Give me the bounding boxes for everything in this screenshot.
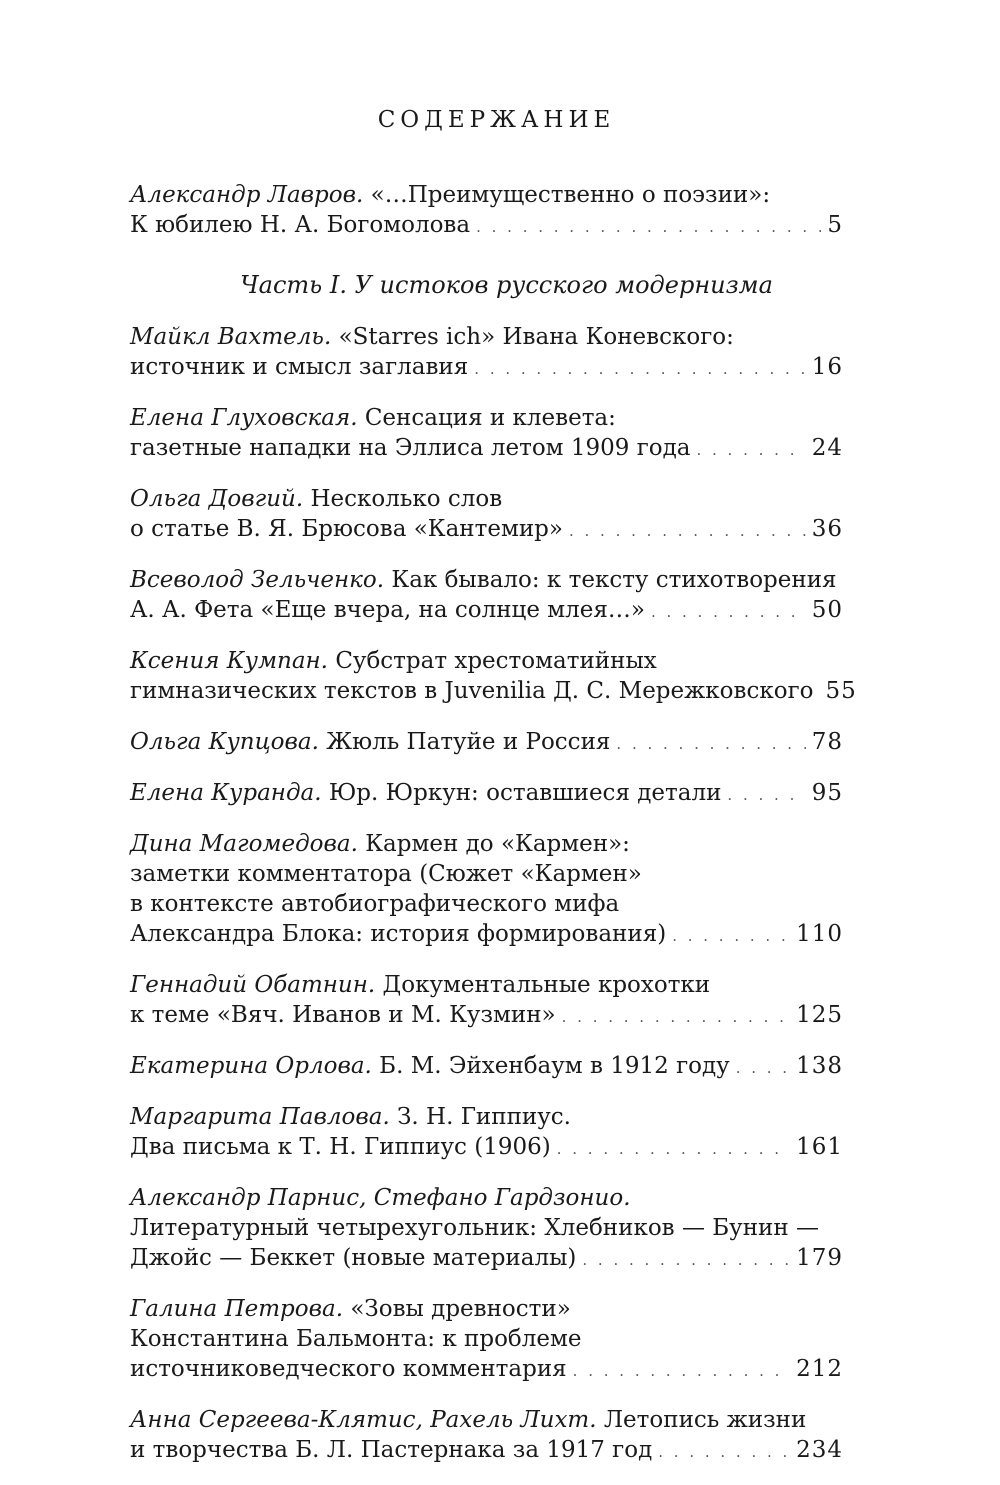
- dot-leader: [582, 1245, 790, 1275]
- entry-author: Елена Глуховская.: [130, 405, 358, 431]
- entry-title-wrap: [130, 1051, 730, 1081]
- dot-leader: [557, 1134, 790, 1164]
- page-number: 110: [796, 921, 843, 947]
- entry-title-line: «Зовы древности»: [350, 1296, 571, 1322]
- entry-last-line: [130, 919, 843, 951]
- entry-author: Екатерина Орлова.: [130, 1053, 372, 1079]
- page-title: СОДЕРЖАНИЕ: [377, 107, 616, 133]
- entry-title-wrap: [130, 778, 721, 808]
- entry-title-last: Юр. Юркун: оставшиеся детали: [328, 780, 722, 806]
- page-number: 24: [811, 435, 843, 461]
- entry-line: [130, 484, 843, 514]
- page-number: 55: [825, 678, 857, 704]
- page-number: 212: [796, 1356, 843, 1382]
- dot-leader: [727, 780, 805, 810]
- entry-title-last: к теме «Вяч. Иванов и М. Кузмин»: [130, 1002, 556, 1028]
- dot-leader: [569, 516, 806, 546]
- entry-title-last: К юбилею Н. А. Богомолова: [130, 212, 471, 238]
- entry-author: Александр Парнис, Стефано Гардзонио.: [130, 1185, 631, 1211]
- entry-line: [130, 1183, 843, 1213]
- toc-entry: [130, 565, 843, 627]
- entry-last-line: [130, 595, 843, 627]
- dot-leader: [651, 597, 806, 627]
- entry-title-last: Жюль Патуйе и Россия: [326, 729, 611, 755]
- page-number: 78: [811, 729, 843, 755]
- dot-leader: [672, 921, 790, 951]
- entry-line: [130, 889, 843, 919]
- entry-title-line: Летопись жизни: [603, 1407, 807, 1433]
- entry-last-line: [130, 676, 857, 708]
- toc-entries: [130, 322, 857, 1467]
- entry-title-line: Кармен до «Кармен»:: [365, 831, 630, 857]
- dot-leader: [736, 1053, 790, 1083]
- entry-title-line: заметки комментатора (Сюжет «Кармен»: [130, 861, 642, 887]
- entry-last-line: [130, 352, 843, 384]
- dot-leader: [562, 1002, 790, 1032]
- dot-leader: [573, 1356, 790, 1386]
- entry-author: Ксения Кумпан.: [130, 648, 328, 674]
- dot-leader: [658, 1437, 790, 1467]
- dot-leader: [616, 729, 805, 759]
- toc-entry: [130, 1405, 843, 1467]
- entry-title-line: Сенсация и клевета:: [364, 405, 616, 431]
- entry-title-line: Литературный четырехугольник: Хлебников — Бунин —: [130, 1215, 819, 1241]
- entry-author: Елена Куранда.: [130, 780, 322, 806]
- entry-title-line: Несколько слов: [310, 486, 503, 512]
- entry-author: Галина Петрова.: [130, 1296, 344, 1322]
- entry-last-line: [130, 210, 843, 242]
- page-number: 95: [811, 780, 843, 806]
- entry-line: [130, 829, 843, 859]
- toc-entry: [130, 1102, 843, 1164]
- entry-line: [130, 1324, 843, 1354]
- entry-line: [130, 1405, 843, 1435]
- entry-author: Александр Лавров.: [130, 182, 364, 208]
- toc-entry: [130, 322, 843, 384]
- entry-line: [130, 565, 843, 595]
- entry-author: Дина Магомедова.: [130, 831, 358, 857]
- page-number: 36: [811, 516, 843, 542]
- page-number: 179: [796, 1245, 843, 1271]
- entry-author: Майкл Вахтель.: [130, 324, 332, 350]
- dot-leader: [474, 354, 805, 384]
- entry-title-wrap: [130, 727, 610, 757]
- entry-last-line: [130, 1051, 843, 1083]
- toc-entry: [130, 778, 843, 810]
- page-number: 138: [796, 1053, 843, 1079]
- entry-author: Геннадий Обатнин.: [130, 972, 376, 998]
- toc-entry: [130, 1051, 843, 1083]
- entry-title-last: А. А. Фета «Еще вчера, на солнце млея…»: [130, 597, 645, 623]
- entry-line: [130, 1213, 843, 1243]
- entry-title-line: в контексте автобиографического мифа: [130, 891, 620, 917]
- entry-last-line: [130, 1000, 843, 1032]
- entry-line: [130, 646, 843, 676]
- toc-entry: [130, 829, 843, 951]
- entry-last-line: [130, 433, 843, 465]
- entry-line: [130, 1102, 843, 1132]
- entry-author: Маргарита Павлова.: [130, 1104, 390, 1130]
- dot-leader: [476, 212, 821, 242]
- page-number: 50: [811, 597, 843, 623]
- entry-author: Ольга Купцова.: [130, 729, 319, 755]
- page-number: 234: [796, 1437, 843, 1463]
- entry-title-last: Два письма к Т. Н. Гиппиус (1906): [130, 1134, 551, 1160]
- entry-author: Всеволод Зельченко.: [130, 567, 385, 593]
- entry-last-line: [130, 1354, 843, 1386]
- toc-entry: [130, 403, 843, 465]
- entry-title-line: Как бывало: к тексту стихотворения: [391, 567, 837, 593]
- entry-title-last: источник и смысл заглавия: [130, 354, 469, 380]
- entry-title-line: Субстрат хрестоматийных: [335, 648, 657, 674]
- entry-last-line: [130, 514, 843, 546]
- dot-leader: [696, 435, 805, 465]
- page-number: 5: [827, 212, 843, 238]
- toc-entry: [130, 727, 843, 759]
- page-number: 125: [796, 1002, 843, 1028]
- entry-title-line: З. Н. Гиппиус.: [397, 1104, 571, 1130]
- entry-last-line: [130, 1435, 843, 1467]
- toc-entry: [130, 1183, 843, 1275]
- entry-title-last: гимназических текстов в Juvenilia Д. С. Мережковского: [130, 678, 814, 704]
- page-number: 16: [811, 354, 843, 380]
- toc-entry-intro: [130, 180, 843, 242]
- entry-title-line: Документальные крохотки: [382, 972, 711, 998]
- entry-last-line: [130, 1132, 843, 1164]
- entry-author: Анна Сергеева-Клятис, Рахель Лихт.: [130, 1407, 597, 1433]
- entry-last-line: [130, 727, 843, 759]
- toc-entry: [130, 646, 857, 708]
- entry-title-last: о статье В. Я. Брюсова «Кантемир»: [130, 516, 563, 542]
- entry-last-line: [130, 1243, 843, 1275]
- entry-line: [130, 403, 843, 433]
- entry-title-last: и творчества Б. Л. Пастернака за 1917 год: [130, 1437, 653, 1463]
- entry-line: [130, 970, 843, 1000]
- entry-title-last: источниковедческого комментария: [130, 1356, 567, 1382]
- entry-line: [130, 1294, 843, 1324]
- toc-entry: [130, 1294, 843, 1386]
- entry-title-last: Александра Блока: история формирования): [130, 921, 667, 947]
- section-title: Часть I. У истоков русского модернизма: [240, 271, 773, 299]
- entry-title-last: Джойс — Беккет (новые материалы): [130, 1245, 577, 1271]
- entry-first-line: [130, 180, 843, 210]
- entry-title-line: «…Преимущественно о поэзии»:: [370, 182, 771, 208]
- entry-line: [130, 322, 843, 352]
- toc-entry: [130, 970, 843, 1032]
- entry-last-line: [130, 778, 843, 810]
- page-number: 161: [796, 1134, 843, 1160]
- entry-title-last: газетные нападки на Эллиса летом 1909 года: [130, 435, 691, 461]
- toc-entry: [130, 484, 843, 546]
- entry-author: Ольга Довгий.: [130, 486, 304, 512]
- entry-title-last: Б. М. Эйхенбаум в 1912 году: [379, 1053, 730, 1079]
- entry-title-line: Константина Бальмонта: к проблеме: [130, 1326, 582, 1352]
- entry-title-line: «Starres ich» Ивана Коневского:: [338, 324, 734, 350]
- entry-line: [130, 859, 843, 889]
